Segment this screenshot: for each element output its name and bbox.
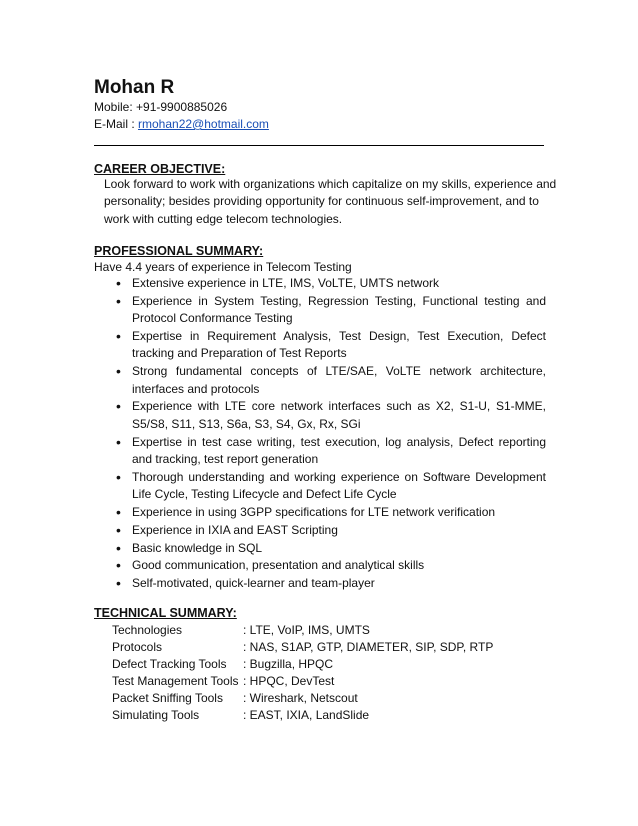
email-link[interactable]: rmohan22@hotmail.com	[138, 117, 269, 131]
table-row	[112, 690, 493, 707]
tech-key: Test Management Tools	[112, 674, 239, 688]
mobile-number: +91-9900885026	[136, 100, 228, 114]
email-line	[94, 116, 269, 133]
tech-key: Protocols	[112, 640, 163, 654]
mobile-line	[94, 99, 269, 116]
tech-key: Packet Sniffing Tools	[112, 691, 223, 705]
list-item: • Expertise in test case writing, test execution, log analysis, Defect reporting and tracking, test report generation	[116, 434, 546, 469]
list-item: • Thorough understanding and working experience on Software Development Life Cycle, Testing Lifecycle and Defect Life Cycle	[116, 469, 546, 504]
tech-key: Simulating Tools	[112, 708, 200, 722]
list-item: • Experience in using 3GPP specifications for LTE network verification	[116, 504, 546, 521]
list-item: • Basic knowledge in SQL	[116, 540, 546, 557]
summary-intro: Have 4.4 years of experience in Telecom Testing	[94, 260, 352, 274]
tech-value: : Wireshark, Netscout	[243, 691, 358, 705]
tech-value: : Bugzilla, HPQC	[243, 657, 334, 671]
list-item: • Experience in System Testing, Regression Testing, Functional testing and Protocol Conformance Testing	[116, 293, 546, 328]
technical-summary-table	[112, 622, 493, 724]
objective-line: work with cutting edge telecom technologies.	[104, 211, 343, 226]
email-label: E-Mail :	[94, 117, 135, 131]
list-item: • Experience with LTE core network interfaces such as X2, S1-U, S1-MME, S5/S8, S11, S13, S6a, S3, S4, Gx, Rx, SGi	[116, 398, 546, 433]
list-item: • Good communication, presentation and analytical skills	[116, 557, 546, 574]
table-row	[112, 707, 493, 724]
candidate-name: Mohan R	[94, 77, 175, 98]
table-row	[112, 639, 493, 656]
list-item: • Self-motivated, quick-learner and team-player	[116, 575, 546, 592]
table-row	[112, 622, 493, 639]
table-row	[112, 673, 493, 690]
list-item: • Experience in IXIA and EAST Scripting	[116, 522, 546, 539]
tech-value: : HPQC, DevTest	[243, 674, 335, 688]
summary-list	[116, 275, 546, 593]
tech-key: Defect Tracking Tools	[112, 657, 227, 671]
table-row	[112, 656, 493, 673]
career-objective-heading: CAREER OBJECTIVE:	[94, 162, 226, 176]
career-objective-text	[104, 176, 556, 228]
tech-value: : LTE, VoIP, IMS, UMTS	[243, 623, 370, 637]
professional-summary-heading: PROFESSIONAL SUMMARY:	[94, 244, 264, 258]
tech-value: : NAS, S1AP, GTP, DIAMETER, SIP, SDP, RTP	[243, 640, 494, 654]
contact-block	[94, 99, 269, 133]
mobile-label: Mobile:	[94, 100, 133, 114]
objective-line: Look forward to work with organizations which capitalize on my skills, experience and	[104, 177, 557, 191]
header-divider	[94, 145, 544, 146]
tech-value: : EAST, IXIA, LandSlide	[243, 708, 370, 722]
tech-key: Technologies	[112, 623, 183, 637]
technical-summary-heading: TECHNICAL SUMMARY:	[94, 606, 237, 620]
list-item: • Strong fundamental concepts of LTE/SAE, VoLTE network architecture, interfaces and protocols	[116, 363, 546, 398]
list-item: • Expertise in Requirement Analysis, Test Design, Test Execution, Defect tracking and Preparation of Test Reports	[116, 328, 546, 363]
objective-line: personality; besides providing opportunity for continuous self-improvement, and to	[104, 194, 539, 209]
list-item: • Extensive experience in LTE, IMS, VoLTE, UMTS network	[116, 275, 546, 292]
